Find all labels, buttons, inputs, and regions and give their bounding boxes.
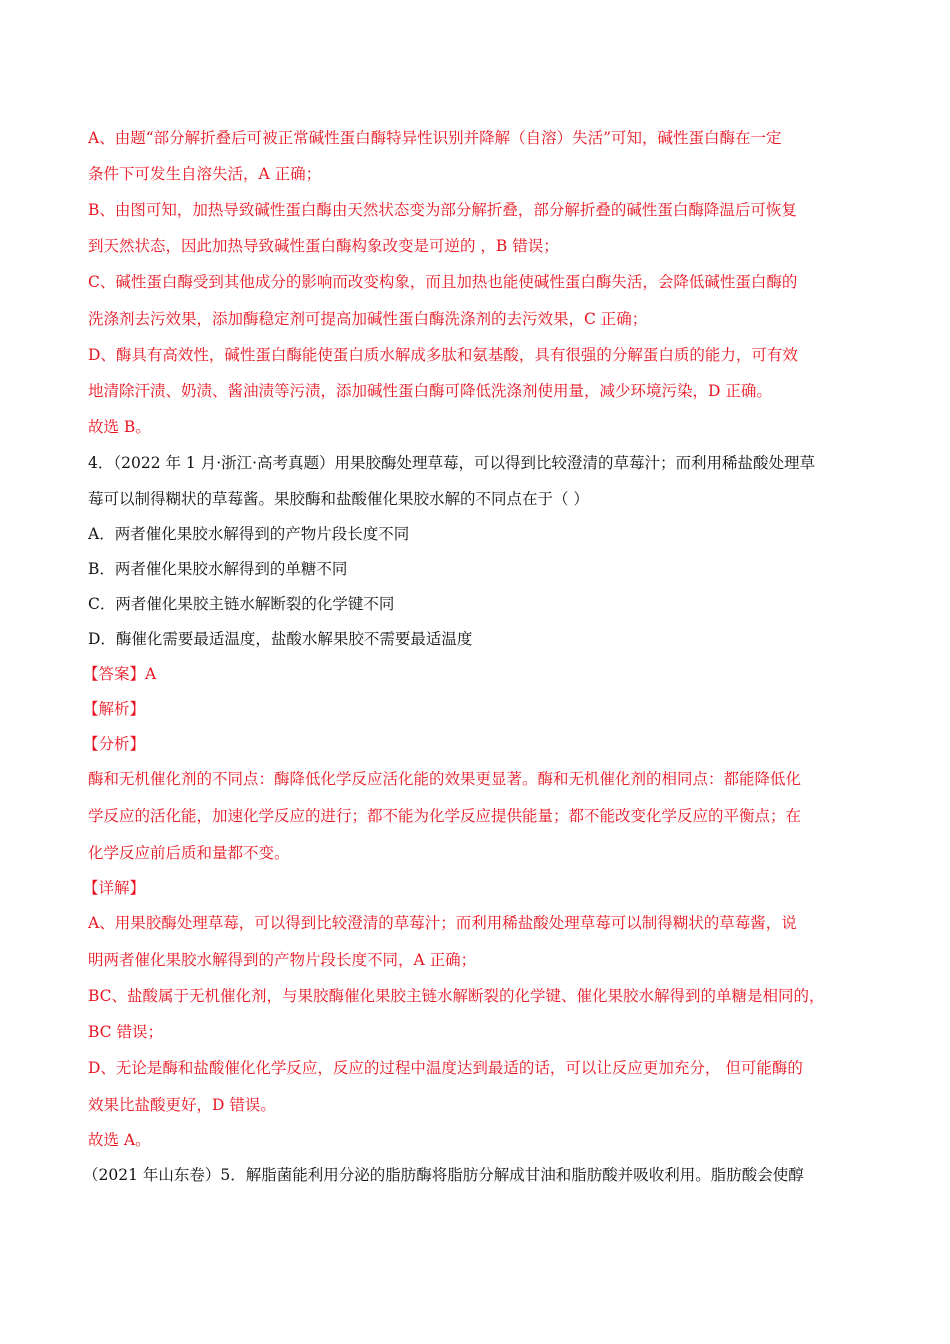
explanation-a-line-1: A、由题“部分解折叠后可被正常碱性蛋白酶特异性识别并降解（自溶）失活”可知，碱性蛋白酶在一定 [88,129,782,147]
xiangjie-d-line-1: D、无论是酶和盐酸催化化学反应，反应的过程中温度达到最适的话，可以让反应更加充分， 但可能酶的 [88,1059,803,1077]
option-a: A．两者催化果胶水解得到的产物片段长度不同 [88,525,410,543]
question-4-stem-line-1: 4．（2022 年 1 月·浙江·高考真题）用果胶酶处理草莓，可以得到比较澄清的草莓汁；而利用稀盐酸处理草 [88,454,816,472]
explanation-d-line-1: D、酶具有高效性，碱性蛋白酶能使蛋白质水解成多肽和氨基酸，具有很强的分解蛋白质的能力，可有效 [88,346,798,364]
xiangjie-bc-line-2: BC 错误； [88,1023,163,1041]
xiangjie-bc-line-1: BC、盐酸属于无机催化剂，与果胶酶催化果胶主链水解断裂的化学键、催化果胶水解得到的单糖是相同的， [88,987,825,1005]
q4-conclusion: 故选 A。 [88,1131,151,1149]
explanation-d-line-2: 地清除汗渍、奶渍、酱油渍等污渍，添加碱性蛋白酶可降低洗涤剂使用量，减少环境污染，D 正确。 [88,382,772,400]
option-c: C．两者催化果胶主链水解断裂的化学键不同 [88,595,395,613]
fenxi-line-1: 酶和无机催化剂的不同点：酶降低化学反应活化能的效果更显著。酶和无机催化剂的相同点：都能降低化 [88,770,802,788]
answer-label: 【答案】A [83,665,157,683]
question-5-stem: （2021 年山东卷）5．解脂菌能利用分泌的脂肪酶将脂肪分解成甘油和脂肪酸并吸收利用。脂肪酸会使醇 [83,1166,804,1184]
explanation-a-line-2: 条件下可发生自溶失活，A 正确； [88,165,322,183]
explanation-c-line-1: C、碱性蛋白酶受到其他成分的影响而改变构象，而且加热也能使碱性蛋白酶失活，会降低碱性蛋白酶的 [88,273,798,291]
xiangjie-d-line-2: 效果比盐酸更好，D 错误。 [88,1096,276,1114]
fenxi-line-2: 学反应的活化能，加速化学反应的进行；都不能为化学反应提供能量；都不能改变化学反应的平衡点；在 [88,807,802,825]
fenxi-label: 【分析】 [83,735,146,753]
explanation-b-line-2: 到天然状态，因此加热导致碱性蛋白酶构象改变是可逆的 ，B 错误； [88,237,559,255]
xiangjie-a-line-1: A、用果胶酶处理草莓，可以得到比较澄清的草莓汁；而利用稀盐酸处理草莓可以制得糊状的草莓酱，说 [88,914,797,932]
option-d: D．酶催化需要最适温度，盐酸水解果胶不需要最适温度 [88,630,473,648]
prev-conclusion: 故选 B。 [88,418,151,436]
explanation-b-line-1: B、由图可知，加热导致碱性蛋白酶由天然状态变为部分解折叠，部分解折叠的碱性蛋白酶降温后可恢复 [88,201,797,219]
explanation-c-line-2: 洗涤剂去污效果，添加酶稳定剂可提高加碱性蛋白酶洗涤剂的去污效果，C 正确； [88,310,648,328]
fenxi-line-3: 化学反应前后质和量都不变。 [88,844,290,862]
option-b: B．两者催化果胶水解得到的单糖不同 [88,560,348,578]
xiangjie-label: 【详解】 [83,879,146,897]
jiexi-label: 【解析】 [83,700,146,718]
question-4-stem-line-2: 莓可以制得糊状的草莓酱。果胶酶和盐酸催化果胶水解的不同点在于（ ） [88,490,589,508]
xiangjie-a-line-2: 明两者催化果胶水解得到的产物片段长度不同，A 正确； [88,951,477,969]
